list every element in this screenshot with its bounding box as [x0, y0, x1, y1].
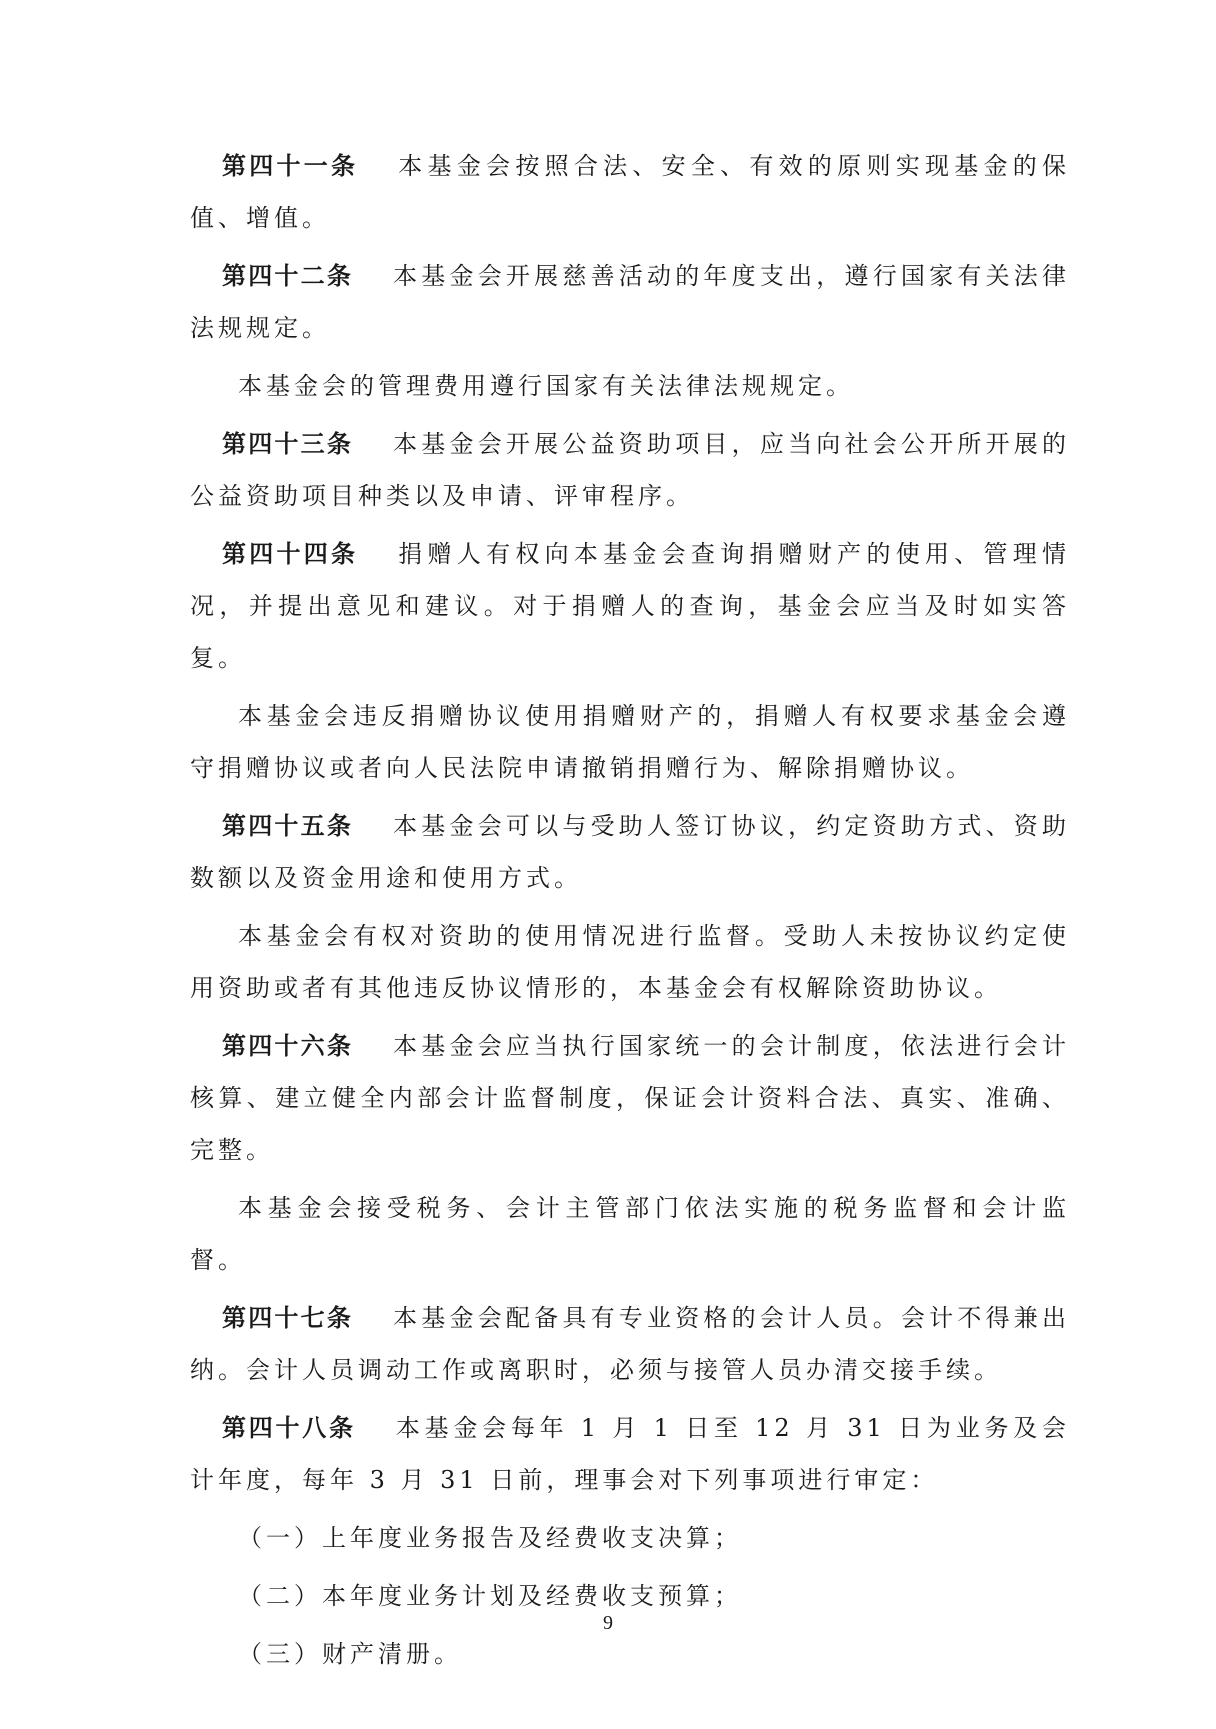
article-number: 第四十八条 — [222, 1414, 356, 1442]
article-text: 本基金会配备具有专业资格的会计人员。会计不得兼出纳。会计人员调动工作或离职时，必须与接管人员办清交接手续。 — [190, 1304, 1071, 1384]
article-number: 第四十七条 — [222, 1304, 354, 1332]
article-text: 本基金会按照合法、安全、有效的原则实现基金的保值、增值。 — [190, 152, 1070, 232]
paragraph-text: 本基金会的管理费用遵行国家有关法律法规规定。 — [238, 372, 854, 400]
article-text: 本基金会开展公益资助项目，应当向社会公开所开展的公益资助项目种类以及申请、评审程序。 — [190, 430, 1071, 510]
article-text: 本基金会开展慈善活动的年度支出，遵行国家有关法律法规规定。 — [190, 262, 1071, 342]
article-42 — [190, 250, 1070, 354]
article-number: 第四十六条 — [222, 1032, 354, 1060]
article-47 — [190, 1292, 1070, 1396]
article-48 — [190, 1402, 1070, 1506]
article-number: 第四十三条 — [222, 430, 354, 458]
article-text: 捐赠人有权向本基金会查询捐赠财产的使用、管理情况，并提出意见和建议。对于捐赠人的查询，基金会应当及时如实答复。 — [190, 540, 1070, 672]
paragraph-text: 本基金会有权对资助的使用情况进行监督。受助人未按协议约定使用资助或者有其他违反协议情形的，本基金会有权解除资助协议。 — [190, 922, 1070, 1002]
paragraph-text: 本基金会接受税务、会计主管部门依法实施的税务监督和会计监督。 — [190, 1194, 1070, 1274]
article-46 — [190, 1020, 1070, 1176]
list-item-text: （二）本年度业务计划及经费收支预算； — [238, 1582, 742, 1610]
list-item-text: （三）财产清册。 — [238, 1640, 462, 1668]
article-44-paragraph-2 — [190, 690, 1070, 794]
article-46-paragraph-2 — [190, 1182, 1070, 1286]
document-body — [190, 140, 1070, 1686]
article-text: 本基金会应当执行国家统一的会计制度，依法进行会计核算、建立健全内部会计监督制度，保证会计资料合法、真实、准确、完整。 — [190, 1032, 1071, 1164]
article-45-paragraph-2 — [190, 910, 1070, 1014]
article-41 — [190, 140, 1070, 244]
article-number: 第四十四条 — [222, 540, 359, 568]
list-item-1 — [190, 1512, 1070, 1564]
article-45 — [190, 800, 1070, 904]
article-number: 第四十一条 — [222, 152, 359, 180]
list-item-3 — [190, 1628, 1070, 1680]
article-number: 第四十二条 — [222, 262, 354, 290]
article-text: 本基金会每年 1 月 1 日至 12 月 31 日为业务及会计年度，每年 3 月 31 日前，理事会对下列事项进行审定： — [190, 1414, 1070, 1494]
paragraph-text: 本基金会违反捐赠协议使用捐赠财产的，捐赠人有权要求基金会遵守捐赠协议或者向人民法院申请撤销捐赠行为、解除捐赠协议。 — [190, 702, 1070, 782]
article-42-paragraph-2 — [190, 360, 1070, 412]
list-item-text: （一）上年度业务报告及经费收支决算； — [238, 1524, 742, 1552]
article-44 — [190, 528, 1070, 684]
article-text: 本基金会可以与受助人签订协议，约定资助方式、资助数额以及资金用途和使用方式。 — [190, 812, 1071, 892]
article-43 — [190, 418, 1070, 522]
page-number: 9 — [603, 1612, 613, 1634]
article-number: 第四十五条 — [222, 812, 354, 840]
